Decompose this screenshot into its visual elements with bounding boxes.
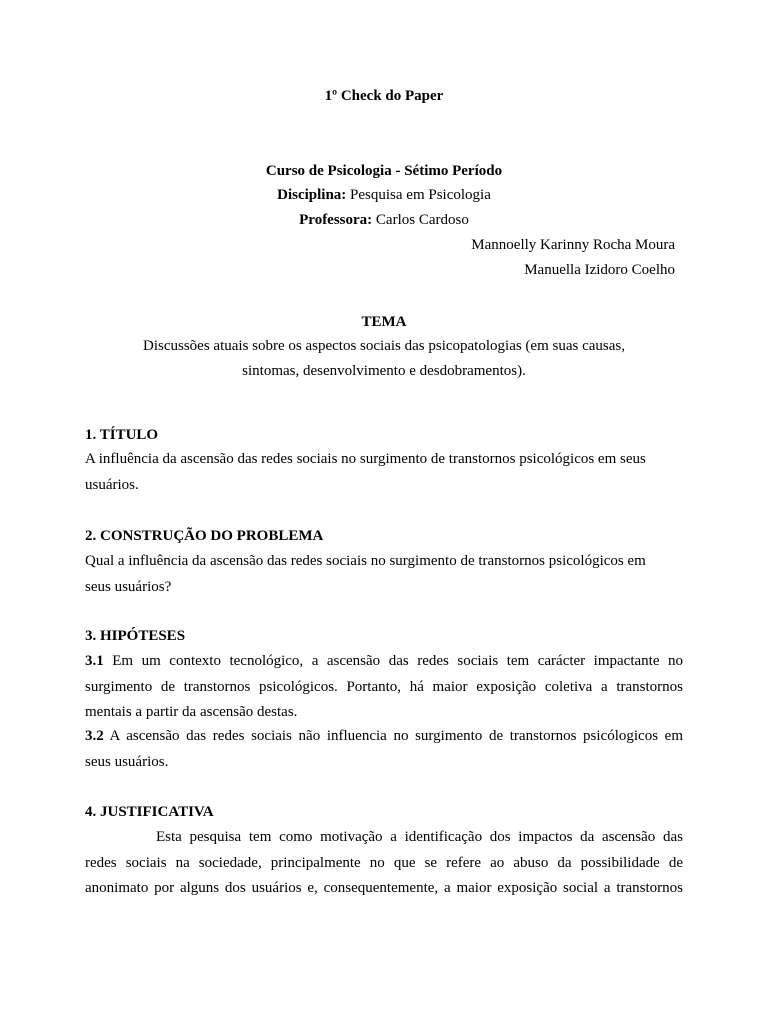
section-text-line: usuários. bbox=[85, 477, 139, 493]
author-name: Manuella Izidoro Coelho bbox=[524, 262, 675, 278]
section-heading-titulo: 1. TÍTULO bbox=[85, 427, 159, 443]
professor-value: Carlos Cardoso bbox=[372, 212, 469, 228]
section-text-line: anonimato por alguns dos usuários e, consequentemente, a maior exposição social a transtornos bbox=[85, 880, 683, 896]
section-text-line: seus usuários? bbox=[85, 579, 172, 595]
tema-text-line: Discussões atuais sobre os aspectos sociais das psicopatologias (em suas causas, bbox=[143, 338, 625, 354]
document-title: 1º Check do Paper bbox=[324, 88, 444, 104]
hypothesis-line bbox=[85, 727, 683, 745]
author-name: Mannoelly Karinny Rocha Moura bbox=[471, 237, 675, 253]
hypothesis-line: seus usuários. bbox=[85, 754, 169, 770]
section-text-line: A influência da ascensão das redes sociais no surgimento de transtornos psicológicos em seus bbox=[85, 451, 646, 467]
hypothesis-number: 3.2 bbox=[85, 728, 104, 744]
section-text-line: Esta pesquisa tem como motivação a identificação dos impactos da ascensão das bbox=[156, 829, 683, 845]
section-heading-problema: 2. CONSTRUÇÃO DO PROBLEMA bbox=[85, 528, 324, 544]
professor-line bbox=[0, 211, 768, 229]
professor-label: Professora: bbox=[299, 212, 373, 228]
section-heading-hipoteses: 3. HIPÓTESES bbox=[85, 628, 186, 644]
discipline-label: Disciplina: bbox=[277, 187, 347, 203]
section-text-line: redes sociais na sociedade, principalmente no que se refere ao abuso da possibilidade de bbox=[85, 855, 683, 871]
course-line: Curso de Psicologia - Sétimo Período bbox=[265, 163, 503, 179]
section-heading-justificativa: 4. JUSTIFICATIVA bbox=[85, 804, 214, 820]
hypothesis-line: surgimento de transtornos psicológicos. Portanto, há maior exposição coletiva a transtornos bbox=[85, 679, 683, 695]
hypothesis-text: Em um contexto tecnológico, a ascensão das redes sociais tem carácter impactante no bbox=[103, 653, 683, 669]
hypothesis-text: A ascensão das redes sociais não influencia no surgimento de transtornos psicólogicos em bbox=[103, 728, 683, 744]
hypothesis-number: 3.1 bbox=[85, 653, 104, 669]
hypothesis-line: mentais a partir da ascensão destas. bbox=[85, 704, 298, 720]
tema-text-line: sintomas, desenvolvimento e desdobramentos). bbox=[242, 363, 526, 379]
hypothesis-line bbox=[85, 652, 683, 670]
tema-heading: TEMA bbox=[361, 314, 407, 330]
discipline-value: Pesquisa em Psicologia bbox=[346, 187, 491, 203]
section-text-line: Qual a influência da ascensão das redes sociais no surgimento de transtornos psicológicos em bbox=[85, 553, 646, 569]
discipline-line bbox=[0, 186, 768, 204]
